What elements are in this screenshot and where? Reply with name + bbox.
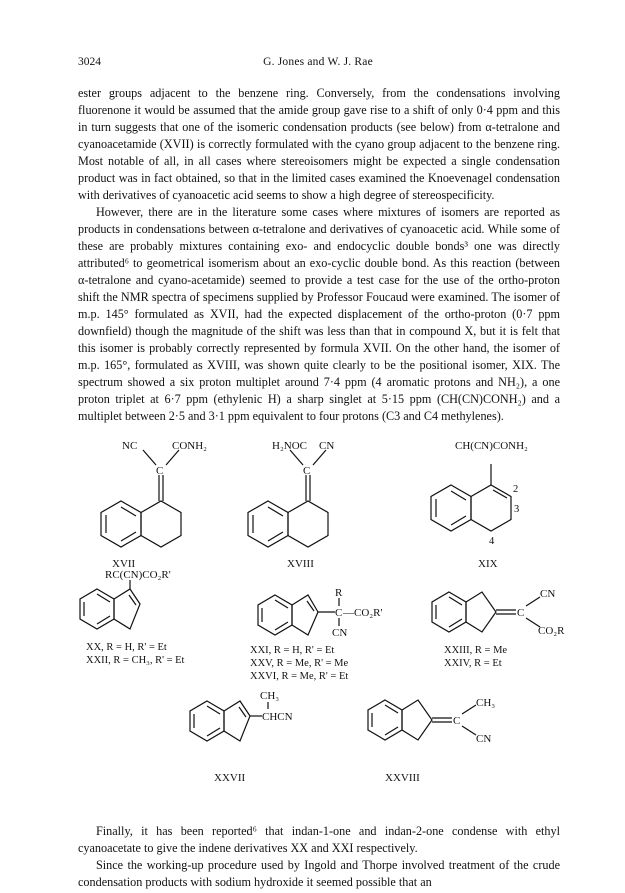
xxiii-carbon: C	[517, 607, 525, 619]
xxvi-compound-line: XXVI, R = Me, R' = Et	[250, 671, 349, 682]
xxvii-label: XXVII	[214, 772, 246, 784]
xxi-carbon: C	[335, 607, 343, 619]
xxi-compound-line: XXI, R = H, R' = Et	[250, 645, 335, 656]
xviii-right-group: CN	[319, 440, 335, 452]
running-head: G. Jones and W. J. Rae	[263, 56, 373, 68]
xviii-carbon: C	[303, 465, 311, 477]
xxviii-carbon: C	[453, 715, 461, 727]
xx-group: RC(CN)CO₂R'	[105, 569, 171, 581]
xvii-right-group: CONH₂	[172, 440, 208, 452]
paragraph: However, there are in the literature some cases where mixtures of isomers are reported as products in condensations between α-tetralone and derivatives of cyanoacetic acid. While some of these are probably mixtures containing exo- and endocyclic double bonds³ one was directly attributed⁶ to geometrical isomerism about an exo-cyclic double bond. As this reaction (between α-tetralone and cyano-acetamide) seemed to provide a test case for the use of the ortho-proton shift the NMR spectra of specimens supplied by Professor Foucaud were examined. The isomer of m.p. 145° formulated as XVII, had the expected displacement of the ortho-proton (0·7 ppm downfield) though the magnitude of the shift was less than that in compound X, but it is felt that this isomer is probably correctly represented by formula XVII. On the other hand, the isomer of m.p. 165°, formulated as XVIII, was shown quite clearly to be the positional isomer, XIX. The spectrum showed a six proton multiplet around 7·4 ppm (4 aromatic protons and NH₂), a one proton triplet at 6·7 ppm (ethylenic H) a sharp singlet at 5·15 ppm (CH(CN)CONH₂) and a multiplet between 2·5 and 3·1 ppm equivalent to four protons (C3 and C4 methylenes).	[78, 205, 560, 423]
xxiii-ester: CO₂R	[538, 625, 565, 637]
xviii-label: XVIII	[287, 558, 314, 570]
xix-position-4: 4	[489, 536, 495, 547]
structure-xix	[431, 464, 511, 531]
structure-xxi	[258, 595, 339, 635]
structure-xx	[80, 580, 140, 629]
xxv-compound-line: XXV, R = Me, R' = Me	[250, 658, 349, 669]
page-number: 3024	[78, 56, 101, 68]
xxviii-cn: CN	[476, 733, 492, 745]
xix-label: XIX	[478, 558, 498, 570]
xxiii-compound-line: XXIII, R = Me	[444, 645, 508, 656]
xvii-left-group: NC	[122, 440, 138, 452]
paragraph: ester groups adjacent to the benzene ring. Conversely, from the condensations involving fluorenone it would be assumed that the amide group gave rise to a shift of only 0·4 ppm and this in turn suggests that one of the isomeric condensation products (see below) from α-tetralone and cyanoacetamide (XVII) is correctly formulated with the cyano group adjacent to the benzene ring. Most notable of all, in all cases where stereoisomers might be expected a single condensation product was in fact obtained, so that in the limited cases examined the Knoevenagel condensation with derivatives of cyanoacetic acid seems to show a high degree of stereospecificity.	[78, 86, 560, 202]
paragraph: Since the working-up procedure used by Ingold and Thorpe involved treatment of the crude condensation products with sodium hydroxide it seemed possible that an	[78, 858, 560, 889]
structure-xvii	[101, 450, 181, 547]
xxi-ester: —CO₂R'	[343, 607, 383, 619]
body-text-lower	[78, 823, 560, 891]
xxiv-compound-line: XXIV, R = Et	[444, 658, 502, 669]
xxii-compound-line: XXII, R = CH₃, R' = Et	[86, 655, 185, 666]
xxi-cn: CN	[332, 627, 348, 639]
xix-position-2: 2	[513, 484, 519, 495]
paragraph: Finally, it has been reported⁶ that indan-1-one and indan-2-one condense with ethyl cyanoacetate to give the indene derivatives XX and XXI respectively.	[78, 824, 560, 855]
structure-xxvii	[190, 701, 268, 741]
structure-xviii	[248, 450, 328, 547]
xvii-carbon: C	[156, 465, 164, 477]
xviii-left-group: H₂NOC	[272, 440, 308, 452]
xxviii-label: XXVIII	[385, 772, 420, 784]
xxi-r-group: R	[335, 587, 343, 599]
xxvii-methyl: CH₃	[260, 690, 280, 702]
xvii-label: XVII	[112, 558, 136, 570]
xix-group: CH(CN)CONH₂	[455, 440, 528, 452]
xxviii-methyl: CH₃	[476, 697, 496, 709]
xx-compound-line: XX, R = H, R' = Et	[86, 642, 167, 653]
xxvii-group: CHCN	[262, 711, 293, 723]
xix-position-3: 3	[514, 504, 520, 515]
xxiii-cn: CN	[540, 588, 556, 600]
